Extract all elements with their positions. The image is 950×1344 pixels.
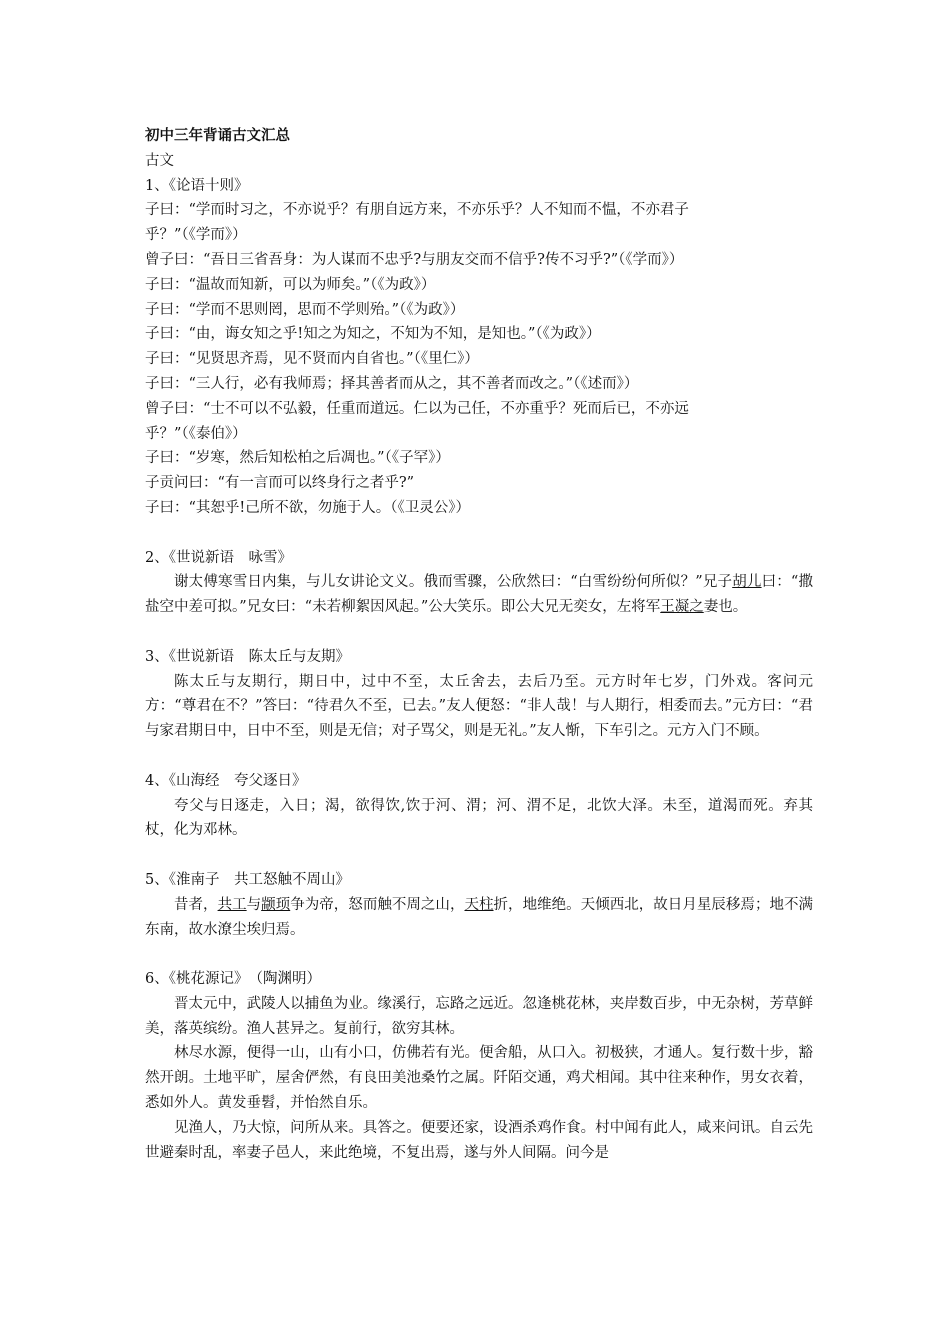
section-heading-2: 2、《世说新语 咏雪》 bbox=[145, 549, 292, 566]
text-line: 子曰：“由，诲女知之乎!知之为知之，不知为不知，是知也。”（《为政》） bbox=[145, 326, 601, 343]
text-run: 妻也。 bbox=[703, 599, 748, 616]
paragraph: 见渔人，乃大惊，问所从来。具答之。便要还家，设酒杀鸡作食。村中闻有此人，咸来问讯。自云先世避秦时乱，率妻子邑人，来此绝境，不复出焉，遂与外人间隔。问今是 bbox=[145, 1119, 813, 1161]
paragraph: 夸父与日逐走，入日；渴，欲得饮,饮于河、渭；河、渭不足，北饮大泽。未至，道渴而死。弃其杖，化为邓林。 bbox=[145, 797, 813, 839]
document-title: 初中三年背诵古文汇总 bbox=[145, 128, 290, 144]
document-subtitle: 古文 bbox=[145, 152, 174, 169]
text-run: 昔者， bbox=[174, 896, 218, 913]
text-line: 乎？”（《泰伯》） bbox=[145, 425, 247, 442]
section-spacer bbox=[145, 620, 813, 645]
text-line: 子曰：“学而不思则罔，思而不学则殆。”（《为政》） bbox=[145, 301, 465, 318]
underlined-name: 天柱 bbox=[464, 896, 494, 913]
underlined-name: 共工 bbox=[217, 896, 247, 913]
text-run: 争为帝，怒而触不周之山， bbox=[290, 896, 465, 913]
paragraph: 陈太丘与友期行，期日中，过中不至，太丘舍去，去后乃至。元方时年七岁，门外戏。客问元方：“尊君在不？”答曰：“待君久不至，已去。”友人便怒：“非人哉！与人期行，相委而去。”元方曰：“君与家君期日中，日中不至，则是无信；对子骂父，则是无礼。”友人惭，下车引之。元方入门不顾。 bbox=[145, 673, 813, 740]
paragraph: 晋太元中，武陵人以捕鱼为业。缘溪行，忘路之远近。忽逢桃花林，夹岸数百步，中无杂树，芳草鲜美，落英缤纷。渔人甚异之。复前行，欲穷其林。 bbox=[145, 995, 813, 1037]
section-spacer bbox=[145, 521, 813, 546]
section-heading-3: 3、《世说新语 陈太丘与友期》 bbox=[145, 648, 350, 665]
text-line: 子曰：“岁寒，然后知松柏之后凋也。”（《子罕》） bbox=[145, 450, 450, 467]
section-heading-5: 5、《淮南子 共工怒触不周山》 bbox=[145, 871, 350, 888]
paragraph bbox=[145, 570, 813, 620]
text-line: 子贡问曰：“有一言而可以终身行之者乎?” bbox=[145, 475, 415, 492]
underlined-name: 颛顼 bbox=[261, 896, 291, 913]
section-spacer bbox=[145, 744, 813, 769]
text-line: 子曰：“三人行，必有我师焉；择其善者而从之，其不善者而改之。”（《述而》） bbox=[145, 375, 639, 392]
text-line: 子曰：“见贤思齐焉，见不贤而内自省也。”（《里仁》） bbox=[145, 351, 479, 368]
paragraph bbox=[145, 893, 813, 943]
text-run: 曰：“撒盐空中差可拟。”兄女曰：“未若柳絮因风起。”公大笑乐。即公大兄无奕女，左将军 bbox=[145, 574, 814, 616]
text-run: 折，地维绝。天倾西北，故日月星辰移焉；地不满东南，故水潦尘埃归焉。 bbox=[145, 896, 814, 938]
text-line: 子曰：“学而时习之，不亦说乎？有朋自远方来，不亦乐乎？人不知而不愠，不亦君子 bbox=[145, 202, 689, 219]
text-line: 乎？”（《学而》） bbox=[145, 227, 247, 244]
section-heading-1: 1、《论语十则》 bbox=[145, 177, 249, 194]
text-line: 曾子曰：“吾日三省吾身：为人谋而不忠乎?与朋友交而不信乎?传不习乎?”（《学而》） bbox=[145, 251, 684, 268]
text-run: 谢太傅寒雪日内集，与儿女讲论文义。俄而雪骤，公欣然曰：“白雪纷纷何所似？”兄子 bbox=[174, 574, 733, 591]
text-line: 子曰：“温故而知新，可以为师矣。”（《为政》） bbox=[145, 276, 436, 293]
underlined-name: 王凝之 bbox=[660, 599, 704, 616]
text-line: 曾子曰：“士不可以不弘毅，任重而道远。仁以为己任，不亦重乎？死而后已，不亦远 bbox=[145, 400, 689, 417]
section-heading-6: 6、《桃花源记》 （陶渊明） bbox=[145, 971, 321, 988]
text-line: 子曰：“其恕乎!己所不欲，勿施于人。（《卫灵公》） bbox=[145, 499, 470, 516]
section-spacer bbox=[145, 942, 813, 967]
paragraph: 林尽水源，便得一山，山有小口，仿佛若有光。便舍船，从口入。初极狭，才通人。复行数十步，豁然开朗。土地平旷，屋舍俨然，有良田美池桑竹之属。阡陌交通，鸡犬相闻。其中往来种作，男女衣着，悉如外人。黄发垂髫，并怡然自乐。 bbox=[145, 1045, 813, 1112]
section-spacer bbox=[145, 843, 813, 868]
section-heading-4: 4、《山海经 夸父逐日》 bbox=[145, 772, 307, 789]
text-run: 与 bbox=[246, 896, 262, 913]
document-page bbox=[145, 124, 813, 1165]
underlined-name: 胡儿 bbox=[732, 574, 762, 591]
